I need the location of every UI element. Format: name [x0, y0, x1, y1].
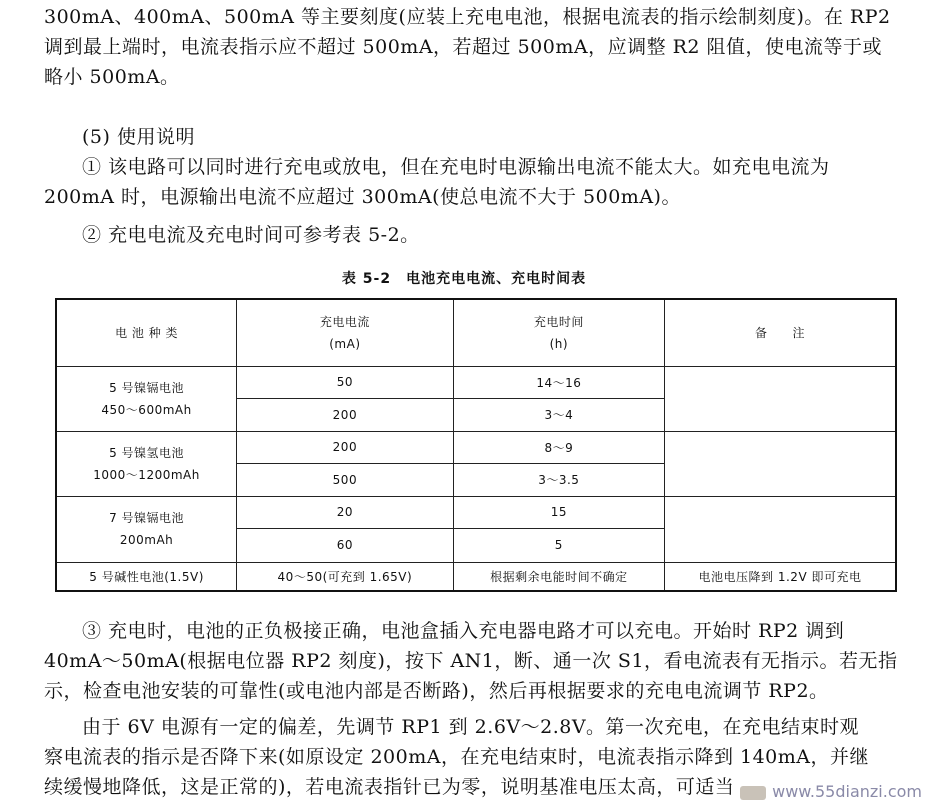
text-line: 300mA、400mA、500mA 等主要刻度(应装上充电电池，根据电流表的指示绘制刻度)。在 RP2: [44, 6, 891, 28]
header-note: 备 注: [665, 299, 896, 366]
time-cell: 根据剩余电能时间不确定: [453, 562, 664, 591]
header-time-unit: (h): [549, 336, 569, 351]
paragraph-item-3: [44, 616, 916, 706]
battery-type-cell: [56, 496, 237, 562]
charging-table: [55, 298, 897, 592]
note-cell: [665, 496, 896, 562]
table-row: [56, 496, 896, 528]
header-time-label: 充电时间: [533, 314, 584, 329]
header-charge-current: [237, 299, 453, 366]
text-line: 略小 500mA。: [44, 66, 180, 88]
battery-type-name: 5 号镍氢电池: [109, 445, 185, 460]
section-heading-text: (5) 使用说明: [82, 126, 195, 148]
battery-type-cell: [56, 366, 237, 431]
battery-type-cell: 5 号碱性电池(1.5V): [56, 562, 237, 591]
watermark: [740, 782, 922, 801]
header-current-unit: (mA): [329, 336, 361, 351]
text-line: 200mA 时，电源输出电流不应超过 300mA(使总电流不大于 500mA)。: [44, 186, 681, 208]
battery-type-capacity: 1000～1200mAh: [93, 467, 200, 482]
text-line: ② 充电电流及充电时间可参考表 5-2。: [82, 224, 420, 246]
current-cell: 500: [237, 463, 453, 496]
current-cell: 60: [237, 528, 453, 562]
text-line: 调到最上端时，电流表指示应不超过 500mA，若超过 500mA，应调整 R2 阻值，使电流等于或: [44, 36, 883, 58]
table-row: [56, 431, 896, 463]
current-cell: 40～50(可充到 1.65V): [237, 562, 453, 591]
time-cell: 3～4: [453, 398, 664, 431]
battery-type-capacity: 200mAh: [119, 533, 174, 547]
note-cell: [665, 431, 896, 496]
battery-type-name: 5 号镍镉电池: [109, 380, 185, 395]
text-line: ① 该电路可以同时进行充电或放电，但在充电时电源输出电流不能太大。如充电电流为: [82, 156, 830, 178]
note-cell: [665, 366, 896, 431]
note-cell: 电池电压降到 1.2V 即可充电: [665, 562, 896, 591]
current-cell: 200: [237, 431, 453, 463]
header-battery-type: 电 池 种 类: [56, 299, 237, 366]
text-line: ③ 充电时，电池的正负极接正确，电池盒插入充电器电路才可以充电。开始时 RP2 调到: [82, 620, 845, 642]
battery-type-capacity: 450～600mAh: [101, 402, 192, 417]
watermark-logo-icon: [740, 786, 766, 800]
text-line: 察电流表的指示是否降下来(如原设定 200mA，在充电结束时，电流表指示降到 140mA，并继: [44, 746, 869, 768]
header-charge-time: [453, 299, 664, 366]
time-cell: 15: [453, 496, 664, 528]
time-cell: 14～16: [453, 366, 664, 398]
current-cell: 20: [237, 496, 453, 528]
time-cell: 8～9: [453, 431, 664, 463]
text-line: 40mA～50mA(根据电位器 RP2 刻度)，按下 AN1，断、通一次 S1，看电流表有无指示。若无指: [44, 650, 898, 672]
table-row: [56, 366, 896, 398]
watermark-text: www.55dianzi.com: [772, 782, 922, 801]
text-line: 示，检查电池安装的可靠性(或电池内部是否断路)，然后再根据要求的充电电流调节 RP2。: [44, 680, 829, 702]
header-current-label: 充电电流: [319, 314, 370, 329]
current-cell: 50: [237, 366, 453, 398]
paragraph-item-2: [44, 220, 928, 250]
time-cell: 5: [453, 528, 664, 562]
table-header-row: [56, 299, 896, 366]
section-heading: [44, 122, 928, 152]
paragraph-item-1: [44, 152, 916, 212]
paragraph-calibration: [44, 2, 916, 92]
battery-type-cell: [56, 431, 237, 496]
text-line: 由于 6V 电源有一定的偏差，先调节 RP1 到 2.6V～2.8V。第一次充电，在充电结束时观: [82, 716, 860, 738]
table-caption: 表 5-2 电池充电电流、充电时间表: [341, 271, 587, 287]
battery-type-name: 7 号镍镉电池: [109, 511, 185, 525]
time-cell: 3～3.5: [453, 463, 664, 496]
text-line: 续缓慢地降低，这是正常的)，若电流表指针已为零，说明基准电压太高，可适当: [44, 776, 735, 798]
current-cell: 200: [237, 398, 453, 431]
table-row: [56, 562, 896, 591]
